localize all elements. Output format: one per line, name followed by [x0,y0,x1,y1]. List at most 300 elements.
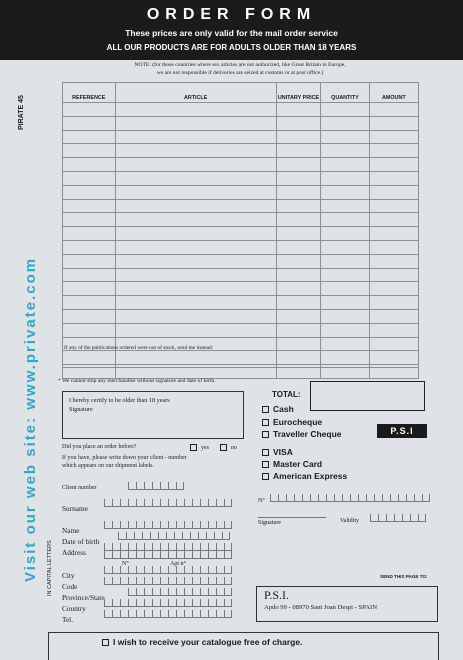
order-cell[interactable] [115,296,276,310]
entry-box[interactable] [128,588,136,596]
entry-box[interactable] [128,521,136,529]
order-cell[interactable] [369,227,418,241]
pay-traveller-cheque[interactable] [262,429,342,439]
entry-box[interactable] [176,499,184,507]
order-cell[interactable] [321,144,369,158]
entry-box[interactable] [184,588,192,596]
entry-box[interactable] [136,543,144,551]
entry-box[interactable] [152,599,160,607]
entry-box[interactable] [112,599,120,607]
entry-box[interactable] [418,514,426,522]
order-cell[interactable] [321,199,369,213]
order-row[interactable] [63,240,419,254]
prior-no[interactable] [220,444,237,451]
order-row[interactable] [63,227,419,241]
order-cell[interactable] [369,309,418,323]
order-cell[interactable] [63,185,116,199]
entry-box[interactable] [216,551,224,559]
pay-visa[interactable] [262,447,293,457]
entry-box[interactable] [144,599,152,607]
entry-box[interactable] [224,543,232,551]
entry-box[interactable] [184,521,192,529]
order-cell[interactable] [63,116,116,130]
entry-box[interactable] [208,588,216,596]
entry-box[interactable] [160,599,168,607]
order-cell[interactable] [63,213,116,227]
order-cell[interactable] [321,240,369,254]
order-cell[interactable] [321,213,369,227]
checkbox-eurocheque[interactable] [262,419,269,426]
pay-mastercard[interactable] [262,459,322,469]
order-cell[interactable] [63,254,116,268]
order-row[interactable] [63,254,419,268]
order-cell[interactable] [369,116,418,130]
order-cell[interactable] [321,158,369,172]
entry-box[interactable] [192,551,200,559]
checkbox-visa[interactable] [262,449,269,456]
entry-box[interactable] [192,599,200,607]
entry-box[interactable] [144,551,152,559]
entry-box[interactable] [136,599,144,607]
entry-box[interactable] [208,577,216,585]
pay-amex[interactable] [262,471,347,481]
checkbox-no[interactable] [220,444,227,451]
order-cell[interactable] [321,227,369,241]
entry-box[interactable] [128,543,136,551]
entry-box[interactable] [144,499,152,507]
entry-box[interactable] [224,588,232,596]
entry-box[interactable] [176,599,184,607]
entry-box[interactable] [176,521,184,529]
entry-box[interactable] [342,494,350,502]
entry-box[interactable] [216,521,224,529]
entry-box[interactable] [224,566,232,574]
entry-box[interactable] [128,551,136,559]
entry-box[interactable] [378,514,386,522]
entry-box[interactable] [152,543,160,551]
entry-box[interactable] [136,521,144,529]
entry-box[interactable] [144,610,152,618]
order-cell[interactable] [321,282,369,296]
order-cell[interactable] [321,323,369,337]
order-cell[interactable] [369,185,418,199]
order-cell[interactable] [369,199,418,213]
entry-box[interactable] [144,543,152,551]
entry-box[interactable] [390,494,398,502]
address-boxes[interactable] [104,543,232,559]
entry-box[interactable] [168,599,176,607]
surname-boxes[interactable] [104,499,232,507]
entry-box[interactable] [144,521,152,529]
entry-box[interactable] [208,551,216,559]
entry-box[interactable] [184,566,192,574]
entry-box[interactable] [118,532,126,540]
entry-box[interactable] [160,521,168,529]
order-cell[interactable] [369,268,418,282]
entry-box[interactable] [422,494,430,502]
order-cell[interactable] [63,240,116,254]
order-cell[interactable] [276,103,320,117]
order-row[interactable] [63,213,419,227]
entry-box[interactable] [334,494,342,502]
entry-box[interactable] [200,588,208,596]
entry-box[interactable] [136,499,144,507]
checkbox-cash[interactable] [262,406,269,413]
entry-box[interactable] [386,514,394,522]
entry-box-row[interactable] [104,499,232,507]
entry-box[interactable] [152,521,160,529]
order-cell[interactable] [276,130,320,144]
order-cell[interactable] [115,227,276,241]
entry-box[interactable] [176,610,184,618]
entry-box[interactable] [166,532,174,540]
entry-box[interactable] [192,499,200,507]
entry-box[interactable] [128,499,136,507]
order-cell[interactable] [115,116,276,130]
entry-box[interactable] [104,610,112,618]
order-cell[interactable] [115,103,276,117]
entry-box[interactable] [184,610,192,618]
order-cell[interactable] [369,171,418,185]
entry-box[interactable] [136,566,144,574]
order-cell[interactable] [63,268,116,282]
entry-box[interactable] [318,494,326,502]
entry-box[interactable] [128,610,136,618]
order-cell[interactable] [63,171,116,185]
entry-box[interactable] [174,532,182,540]
order-cell[interactable] [63,144,116,158]
entry-box[interactable] [160,588,168,596]
order-cell[interactable] [63,296,116,310]
order-cell[interactable] [321,309,369,323]
entry-box[interactable] [208,610,216,618]
entry-box-row[interactable] [104,599,232,607]
entry-box[interactable] [406,494,414,502]
order-row[interactable] [63,282,419,296]
entry-box[interactable] [200,521,208,529]
entry-box[interactable] [120,543,128,551]
entry-box-row[interactable] [118,532,230,540]
pay-cash[interactable] [262,404,294,414]
entry-box[interactable] [192,566,200,574]
entry-box[interactable] [382,494,390,502]
entry-box[interactable] [200,610,208,618]
card-number-boxes[interactable] [270,494,430,502]
entry-box[interactable] [214,532,222,540]
entry-box[interactable] [120,521,128,529]
entry-box[interactable] [120,599,128,607]
validity-boxes[interactable] [370,514,426,522]
order-cell[interactable] [321,103,369,117]
client-number-boxes[interactable] [128,482,184,490]
entry-box[interactable] [176,577,184,585]
entry-box[interactable] [160,499,168,507]
entry-box[interactable] [160,482,168,490]
entry-box[interactable] [184,577,192,585]
entry-box[interactable] [216,543,224,551]
order-cell[interactable] [276,296,320,310]
entry-box[interactable] [182,532,190,540]
order-row[interactable] [63,158,419,172]
entry-box[interactable] [176,543,184,551]
entry-box[interactable] [128,566,136,574]
entry-box[interactable] [200,577,208,585]
order-row[interactable] [63,130,419,144]
order-row[interactable] [63,296,419,310]
order-cell[interactable] [369,144,418,158]
entry-box[interactable] [128,482,136,490]
entry-box[interactable] [136,588,144,596]
pay-eurocheque[interactable] [262,417,322,427]
entry-box[interactable] [120,499,128,507]
entry-box[interactable] [136,577,144,585]
order-cell[interactable] [276,199,320,213]
order-cell[interactable] [276,171,320,185]
entry-box[interactable] [120,551,128,559]
entry-box[interactable] [144,482,152,490]
entry-box[interactable] [216,588,224,596]
entry-box[interactable] [104,551,112,559]
entry-box[interactable] [198,532,206,540]
order-row[interactable] [63,268,419,282]
order-cell[interactable] [369,282,418,296]
entry-box[interactable] [402,514,410,522]
entry-box[interactable] [136,610,144,618]
order-cell[interactable] [115,213,276,227]
order-row[interactable] [63,309,419,323]
order-cell[interactable] [63,227,116,241]
entry-box[interactable] [216,499,224,507]
order-row[interactable] [63,144,419,158]
entry-box[interactable] [374,494,382,502]
entry-box[interactable] [208,566,216,574]
entry-box[interactable] [190,532,198,540]
entry-box[interactable] [168,543,176,551]
entry-box[interactable] [104,577,112,585]
order-cell[interactable] [276,309,320,323]
entry-box[interactable] [168,521,176,529]
order-cell[interactable] [276,227,320,241]
entry-box[interactable] [160,543,168,551]
catalogue-request[interactable] [102,637,302,647]
entry-box[interactable] [224,551,232,559]
entry-box[interactable] [200,599,208,607]
entry-box[interactable] [222,532,230,540]
order-cell[interactable] [321,296,369,310]
entry-box[interactable] [120,566,128,574]
order-cell[interactable] [115,309,276,323]
entry-box[interactable] [144,577,152,585]
order-cell[interactable] [276,158,320,172]
entry-box[interactable] [104,599,112,607]
name-boxes[interactable] [104,521,232,529]
order-cell[interactable] [369,240,418,254]
order-cell[interactable] [115,158,276,172]
entry-box[interactable] [136,482,144,490]
entry-box[interactable] [224,610,232,618]
age-certification-box[interactable] [62,391,244,439]
entry-box[interactable] [216,599,224,607]
province-boxes[interactable] [128,588,232,596]
entry-box[interactable] [398,494,406,502]
entry-box[interactable] [112,543,120,551]
order-cell[interactable] [63,282,116,296]
entry-box[interactable] [152,482,160,490]
entry-box[interactable] [294,494,302,502]
entry-box[interactable] [152,577,160,585]
entry-box[interactable] [168,610,176,618]
entry-box[interactable] [134,532,142,540]
entry-box[interactable] [150,532,158,540]
order-cell[interactable] [369,213,418,227]
entry-box[interactable] [104,499,112,507]
order-cell[interactable] [115,323,276,337]
order-cell[interactable] [321,268,369,282]
entry-box[interactable] [192,588,200,596]
entry-box[interactable] [286,494,294,502]
order-cell[interactable] [276,185,320,199]
entry-box[interactable] [152,499,160,507]
entry-box[interactable] [144,588,152,596]
dob-boxes[interactable] [118,532,230,540]
entry-box[interactable] [270,494,278,502]
order-cell[interactable] [321,185,369,199]
entry-box[interactable] [128,599,136,607]
order-cell[interactable] [321,116,369,130]
entry-box[interactable] [168,551,176,559]
checkbox-yes[interactable] [190,444,197,451]
entry-box[interactable] [200,566,208,574]
entry-box[interactable] [176,551,184,559]
checkbox-catalogue[interactable] [102,639,109,646]
entry-box[interactable] [184,499,192,507]
entry-box[interactable] [192,610,200,618]
order-cell[interactable] [276,116,320,130]
entry-box[interactable] [168,482,176,490]
entry-box[interactable] [136,551,144,559]
checkbox-traveller-cheque[interactable] [262,431,269,438]
entry-box[interactable] [200,499,208,507]
checkbox-mastercard[interactable] [262,461,269,468]
entry-box[interactable] [112,499,120,507]
order-cell[interactable] [115,130,276,144]
entry-box[interactable] [184,551,192,559]
entry-box[interactable] [160,577,168,585]
entry-box[interactable] [224,599,232,607]
order-cell[interactable] [63,309,116,323]
entry-box[interactable] [158,532,166,540]
order-row[interactable] [63,103,419,117]
order-cell[interactable] [369,103,418,117]
order-cell[interactable] [115,199,276,213]
order-cell[interactable] [63,130,116,144]
order-cell[interactable] [115,240,276,254]
entry-box[interactable] [126,532,134,540]
order-cell[interactable] [276,268,320,282]
entry-box[interactable] [104,521,112,529]
entry-box-row[interactable] [104,610,232,618]
entry-box[interactable] [152,566,160,574]
entry-box[interactable] [144,566,152,574]
order-cell[interactable] [276,323,320,337]
entry-box[interactable] [128,577,136,585]
entry-box[interactable] [120,577,128,585]
entry-box[interactable] [224,577,232,585]
order-cell[interactable] [115,268,276,282]
order-row[interactable] [63,199,419,213]
entry-box[interactable] [200,551,208,559]
checkbox-amex[interactable] [262,473,269,480]
code-boxes[interactable] [104,577,232,585]
order-cell[interactable] [63,158,116,172]
order-cell[interactable] [276,282,320,296]
order-cell[interactable] [63,103,116,117]
entry-box[interactable] [358,494,366,502]
order-row[interactable] [63,171,419,185]
order-cell[interactable] [369,130,418,144]
order-cell[interactable] [369,296,418,310]
entry-box[interactable] [206,532,214,540]
entry-box[interactable] [168,577,176,585]
entry-box[interactable] [168,566,176,574]
order-cell[interactable] [115,171,276,185]
order-cell[interactable] [276,144,320,158]
entry-box[interactable] [184,543,192,551]
order-cell[interactable] [115,185,276,199]
entry-box[interactable] [216,577,224,585]
entry-box[interactable] [370,514,378,522]
entry-box[interactable] [160,610,168,618]
entry-box[interactable] [152,610,160,618]
entry-box[interactable] [410,514,418,522]
entry-box[interactable] [160,566,168,574]
order-row[interactable] [63,323,419,337]
entry-box[interactable] [278,494,286,502]
entry-box[interactable] [176,588,184,596]
entry-box[interactable] [200,543,208,551]
order-cell[interactable] [276,213,320,227]
entry-box[interactable] [152,588,160,596]
entry-box-row[interactable] [128,588,232,596]
entry-box[interactable] [394,514,402,522]
entry-box[interactable] [168,588,176,596]
entry-box[interactable] [112,521,120,529]
order-cell[interactable] [63,199,116,213]
entry-box[interactable] [104,543,112,551]
entry-box[interactable] [112,577,120,585]
order-cell[interactable] [276,254,320,268]
entry-box[interactable] [216,610,224,618]
entry-box[interactable] [120,610,128,618]
order-cell[interactable] [63,323,116,337]
order-cell[interactable] [369,323,418,337]
order-cell[interactable] [115,144,276,158]
country-boxes[interactable] [104,599,232,607]
entry-box[interactable] [216,566,224,574]
card-signature-line[interactable] [258,517,326,518]
entry-box[interactable] [112,566,120,574]
entry-box[interactable] [192,577,200,585]
entry-box[interactable] [112,610,120,618]
entry-box[interactable] [224,499,232,507]
entry-box[interactable] [208,599,216,607]
order-cell[interactable] [321,254,369,268]
entry-box[interactable] [184,599,192,607]
entry-box[interactable] [350,494,358,502]
entry-box[interactable] [208,543,216,551]
entry-box[interactable] [160,551,168,559]
entry-box[interactable] [224,521,232,529]
